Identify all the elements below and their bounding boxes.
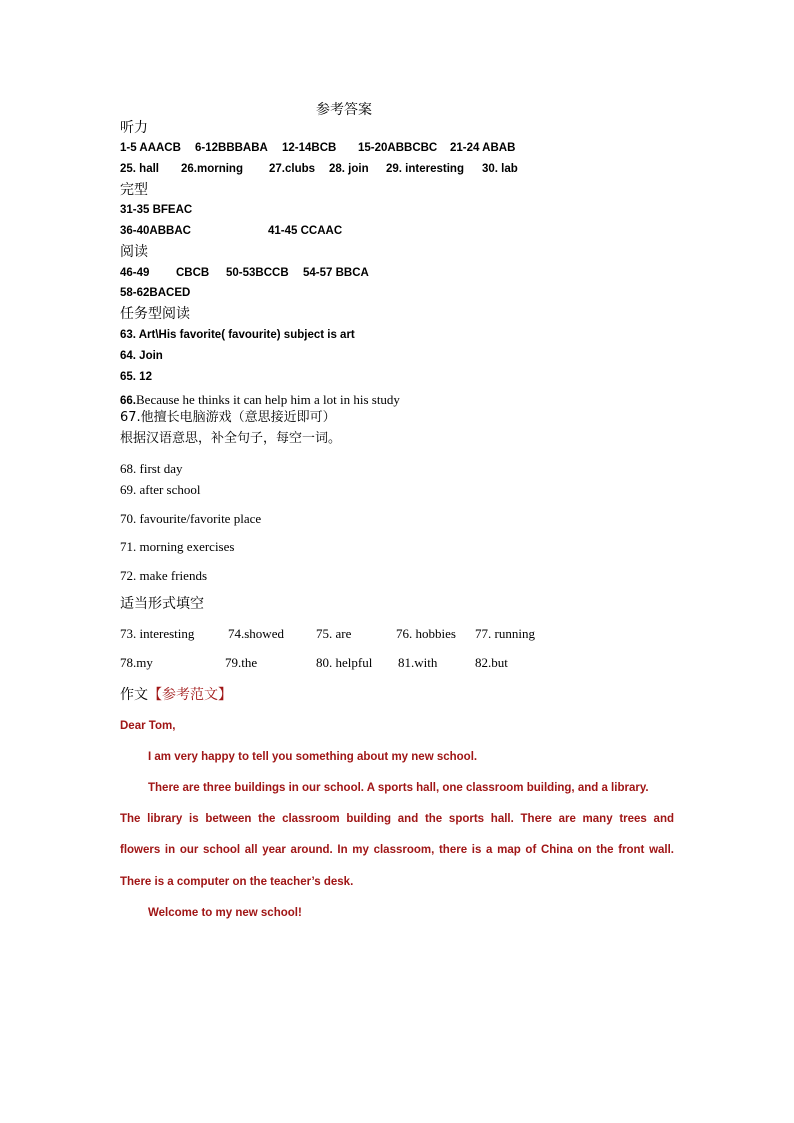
answer-66 [120,391,400,408]
essay-paragraph-2-line-4: There is a computer on the teacher’s desk. [120,876,354,888]
reading-heading: 阅读 [120,244,148,260]
word-forms-row1 [120,627,535,640]
answer-item: 74.showed [228,626,284,641]
answer-70: 70. favourite/favorite place [120,511,262,526]
answer-item: 6-12BBBABA [195,142,268,154]
answer-item: 25. hall [120,163,159,175]
essay-paragraph-2-line-1: There are three buildings in our school. A sports hall, one classroom building, and a library. [148,782,649,794]
answer-item: 41-45 CCAAC [268,225,343,237]
answer-item: 12-14BCB [282,142,337,154]
answer-item: 73. interesting [120,626,195,641]
cloze-heading: 完型 [120,182,148,198]
answer-item: 29. interesting [386,163,464,175]
answer-item: 30. lab [482,163,518,175]
answer-item: 80. helpful [316,655,373,670]
answer-item: 54-57 BBCA [303,267,369,279]
answer-item: 82.but [475,655,508,670]
translation-heading: 根据汉语意思，补全句子，每空一词。 [120,431,342,446]
answer-67: 67.他擅长电脑游戏（意思接近即可） [120,410,336,425]
answer-item: CBCB [176,267,210,279]
answer-item: 15-20ABBCBC [358,142,438,154]
answer-item: 77. running [475,626,535,641]
page-title: 参考答案 [316,102,372,118]
essay-greeting: Dear Tom, [120,720,176,732]
answer-item: 21-24 ABAB [450,142,516,154]
answer-72: 72. make friends [120,568,208,583]
answer-item: 78.my [120,655,153,670]
essay-heading [120,688,232,702]
answer-69: 69. after school [120,482,201,497]
word-forms-heading: 适当形式填空 [120,596,204,612]
answer-63: 63. Art\His favorite( favourite) subject is art [120,329,355,341]
answer-item: 79.the [225,655,258,670]
answer-68: 68. first day [120,461,183,476]
answer-item: 75. are [316,626,352,641]
answer-66-text: Because he thinks it can help him a lot in his study [136,392,400,407]
answer-item: 28. join [329,163,369,175]
essay-heading-label: 作文 [120,687,148,703]
word-forms-row2 [120,656,508,669]
answer-item: 26.morning [181,163,243,175]
listening-answers-row2 [120,164,518,176]
listening-heading: 听力 [120,120,148,136]
cloze-answers-row2 [120,226,342,238]
essay-paragraph-1: I am very happy to tell you something about my new school. [148,751,478,763]
answer-item: 50-53BCCB [226,267,289,279]
answer-item: 1-5 AAACB [120,142,181,154]
answer-71: 71. morning exercises [120,539,235,554]
essay-heading-bracket: 【参考范文】 [148,687,232,703]
reading-answers-row1 [120,268,369,280]
listening-answers-row1 [120,143,515,155]
answer-64: 64. Join [120,350,163,362]
task-reading-heading: 任务型阅读 [120,306,190,322]
essay-paragraph-2-line-3: flowers in our school all year around. In my classroom, there is a map of China on the front wall. [120,844,674,856]
answer-66-number: 66. [120,395,136,407]
answer-item: 36-40ABBAC [120,225,191,237]
answer-item: 81.with [398,655,438,670]
answer-65: 65. 12 [120,371,152,383]
essay-paragraph-3: Welcome to my new school! [148,907,302,919]
answer-item: 76. hobbies [396,626,456,641]
essay-paragraph-2-line-2: The library is between the classroom building and the sports hall. There are many trees and [120,813,674,825]
cloze-answers-row1: 31-35 BFEAC [120,204,193,216]
reading-answers-row2: 58-62BACED [120,287,191,299]
answer-item: 27.clubs [269,163,316,175]
answer-item: 46-49 [120,267,150,279]
